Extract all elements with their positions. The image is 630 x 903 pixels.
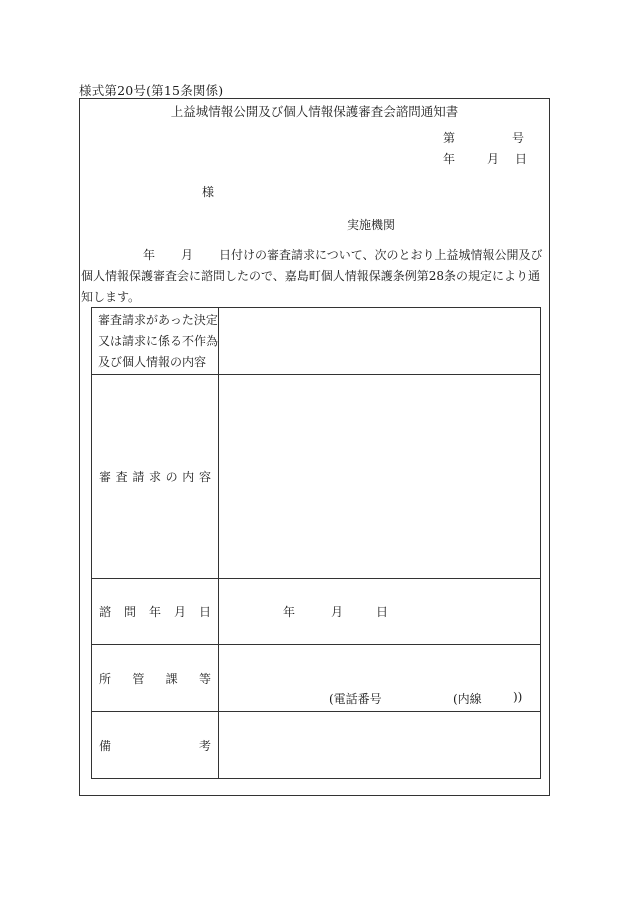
detail-table — [91, 307, 541, 779]
body-month: 月 — [181, 248, 194, 262]
value-inquiry-date[interactable] — [219, 579, 541, 645]
label-char: 所 — [99, 671, 112, 686]
label-char: 日 — [198, 605, 211, 619]
label-request-content — [92, 375, 219, 579]
document-title: 上益城情報公開及び個人情報保護審査会諮問通知書 — [170, 104, 459, 119]
label-line: 審査請求があった決定 — [98, 312, 218, 327]
notice-document — [79, 98, 550, 796]
table-row — [92, 645, 541, 712]
extension-label: (内線 — [453, 692, 482, 706]
spread-label — [92, 670, 218, 687]
label-char: 等 — [198, 671, 211, 686]
value-decision-content[interactable] — [219, 308, 541, 375]
inquiry-year: 年 — [283, 605, 296, 619]
inquiry-date-fields — [283, 603, 388, 620]
label-department — [92, 645, 219, 712]
label-char: 備 — [99, 738, 112, 753]
table-row — [92, 712, 541, 779]
label-char: 査 — [115, 470, 128, 484]
label-char: 内 — [182, 470, 195, 484]
label-line: 又は請求に係る不作為 — [98, 333, 219, 348]
notice-body — [81, 245, 547, 308]
label-char: 考 — [198, 738, 211, 753]
label-char: 課 — [165, 671, 178, 686]
label-line: 及び個人情報の内容 — [98, 354, 207, 369]
label-char: 容 — [198, 470, 211, 484]
document-number-suffix: 号 — [512, 131, 525, 145]
document-date — [443, 150, 527, 167]
value-remarks[interactable] — [219, 712, 541, 779]
label-char: 求 — [148, 470, 161, 484]
label-char: 管 — [132, 671, 145, 686]
table-row — [92, 375, 541, 579]
body-text: 日付けの審査請求について、次のとおり上益城情報公開及び個人情報保護審査会に諮問したので、嘉島町個人情報保護条例第28条の規定により通知します。 — [81, 248, 543, 304]
table-row — [92, 579, 541, 645]
label-char: 審 — [99, 470, 112, 484]
phone-number-label: (電話番号 — [329, 692, 382, 706]
phone-fields — [329, 690, 522, 707]
spread-label — [92, 468, 218, 485]
form-number-label: 様式第20号(第15条関係) — [79, 83, 224, 98]
inquiry-day: 日 — [376, 605, 389, 619]
label-decision-content — [92, 308, 219, 375]
label-char: 月 — [173, 605, 186, 619]
spread-label — [92, 737, 218, 754]
label-char: 問 — [123, 605, 136, 619]
value-department[interactable] — [219, 645, 541, 712]
label-char: 請 — [132, 470, 145, 484]
value-request-content[interactable] — [219, 375, 541, 579]
label-char: 年 — [148, 605, 161, 619]
table-row — [92, 308, 541, 375]
phone-close: )) — [513, 690, 523, 704]
date-month: 月 — [487, 152, 500, 166]
date-day: 日 — [515, 152, 528, 166]
label-char: の — [165, 470, 178, 484]
label-remarks — [92, 712, 219, 779]
label-inquiry-date — [92, 579, 219, 645]
body-year: 年 — [143, 248, 156, 262]
spread-label — [92, 603, 218, 620]
label-char: 諮 — [99, 605, 112, 619]
agency-label: 実施機関 — [347, 218, 396, 232]
inquiry-month: 月 — [331, 605, 344, 619]
date-year: 年 — [443, 152, 456, 166]
document-number-prefix: 第 — [443, 131, 456, 145]
addressee-suffix: 様 — [202, 185, 215, 199]
